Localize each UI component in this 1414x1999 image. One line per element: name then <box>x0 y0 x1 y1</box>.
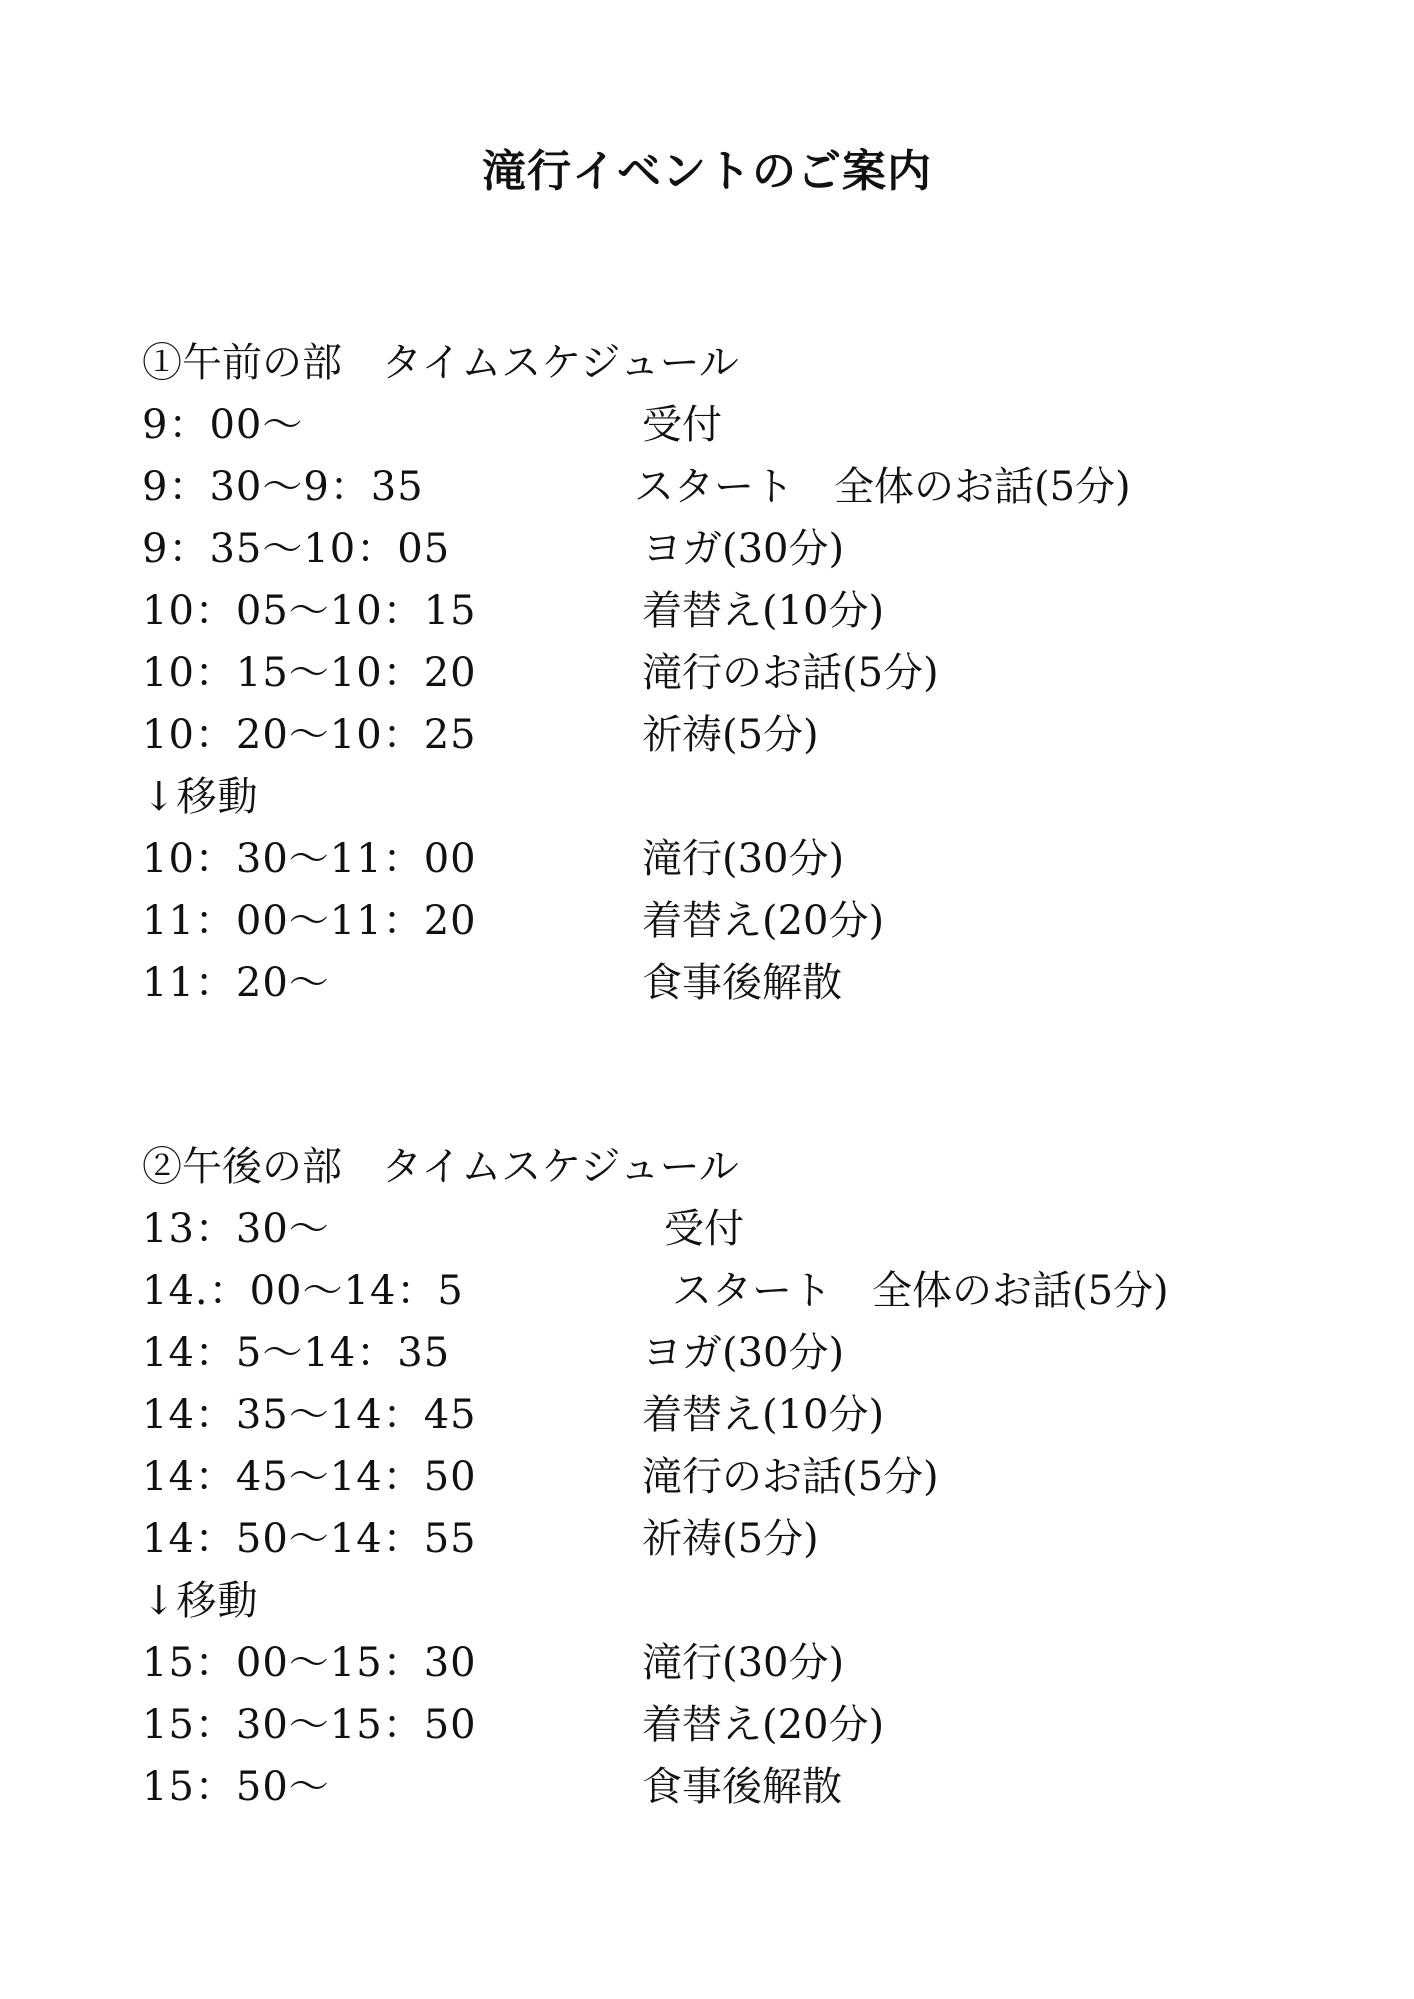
schedule-row <box>142 1446 1292 1508</box>
schedule-activity: 滝行(30分) <box>642 1640 845 1686</box>
schedule-time: 11：00～11：20 <box>142 898 477 944</box>
schedule-row <box>142 394 1292 456</box>
schedule-activity: 祈祷(5分) <box>642 712 819 758</box>
schedule-row <box>142 1508 1292 1570</box>
schedule-activity: スタート 全体のお話(5分) <box>634 464 1131 510</box>
schedule-activity: ヨガ(30分) <box>642 526 845 572</box>
schedule-time: 15：50～ <box>142 1764 330 1810</box>
schedule-time: 10：05～10：15 <box>142 588 477 634</box>
schedule-time: 9：30～9：35 <box>142 464 424 510</box>
schedule-time: 9：00～ <box>142 402 304 448</box>
schedule-row <box>142 580 1292 642</box>
schedule-time: 9：35～10：05 <box>142 526 451 572</box>
schedule-row <box>142 1384 1292 1446</box>
schedule-activity: 食事後解散 <box>642 960 842 1006</box>
schedule-row <box>142 704 1292 766</box>
schedule-time: 10：15～10：20 <box>142 650 477 696</box>
schedule-activity: 滝行(30分) <box>642 836 845 882</box>
schedule-time: 10：20～10：25 <box>142 712 477 758</box>
schedule-activity: 着替え(10分) <box>642 588 885 634</box>
schedule-activity: スタート 全体のお話(5分) <box>672 1268 1169 1314</box>
schedule-row <box>142 642 1292 704</box>
schedule-activity: 受付 <box>664 1206 744 1252</box>
afternoon-schedule <box>142 1136 1292 1818</box>
morning-heading: ①午前の部 タイムスケジュール <box>142 340 739 386</box>
schedule-activity: ヨガ(30分) <box>642 1330 845 1376</box>
schedule-row <box>142 1198 1292 1260</box>
schedule-time: 14：50～14：55 <box>142 1516 477 1562</box>
move-note: ↓移動 <box>142 1578 259 1624</box>
schedule-time: 11：20～ <box>142 960 330 1006</box>
schedule-activity: 着替え(10分) <box>642 1392 885 1438</box>
afternoon-heading: ②午後の部 タイムスケジュール <box>142 1144 739 1190</box>
schedule-time: 14.：00～14：5 <box>142 1268 464 1314</box>
schedule-time: 14：5～14：35 <box>142 1330 451 1376</box>
schedule-activity: 食事後解散 <box>642 1764 842 1810</box>
schedule-row <box>142 1632 1292 1694</box>
schedule-row <box>142 1756 1292 1818</box>
schedule-time: 14：45～14：50 <box>142 1454 477 1500</box>
schedule-row <box>142 456 1292 518</box>
schedule-activity: 着替え(20分) <box>642 898 885 944</box>
move-note: ↓移動 <box>142 774 259 820</box>
schedule-activity: 滝行のお話(5分) <box>642 1454 939 1500</box>
schedule-time: 13：30～ <box>142 1206 330 1252</box>
schedule-row <box>142 952 1292 1014</box>
schedule-row <box>142 518 1292 580</box>
schedule-time: 10：30～11：00 <box>142 836 477 882</box>
morning-schedule <box>142 332 1292 1014</box>
schedule-activity: 着替え(20分) <box>642 1702 885 1748</box>
schedule-row <box>142 1694 1292 1756</box>
schedule-row <box>142 890 1292 952</box>
schedule-row <box>142 1260 1292 1322</box>
schedule-time: 14：35～14：45 <box>142 1392 477 1438</box>
schedule-row-move <box>142 1570 1292 1632</box>
schedule-activity: 受付 <box>642 402 722 448</box>
schedule-time: 15：00～15：30 <box>142 1640 477 1686</box>
schedule-row <box>142 1322 1292 1384</box>
page-title: 滝行イベントのご案内 <box>482 146 932 197</box>
schedule-activity: 滝行のお話(5分) <box>642 650 939 696</box>
schedule-row-move <box>142 766 1292 828</box>
schedule-time: 15：30～15：50 <box>142 1702 477 1748</box>
schedule-activity: 祈祷(5分) <box>642 1516 819 1562</box>
schedule-row <box>142 828 1292 890</box>
